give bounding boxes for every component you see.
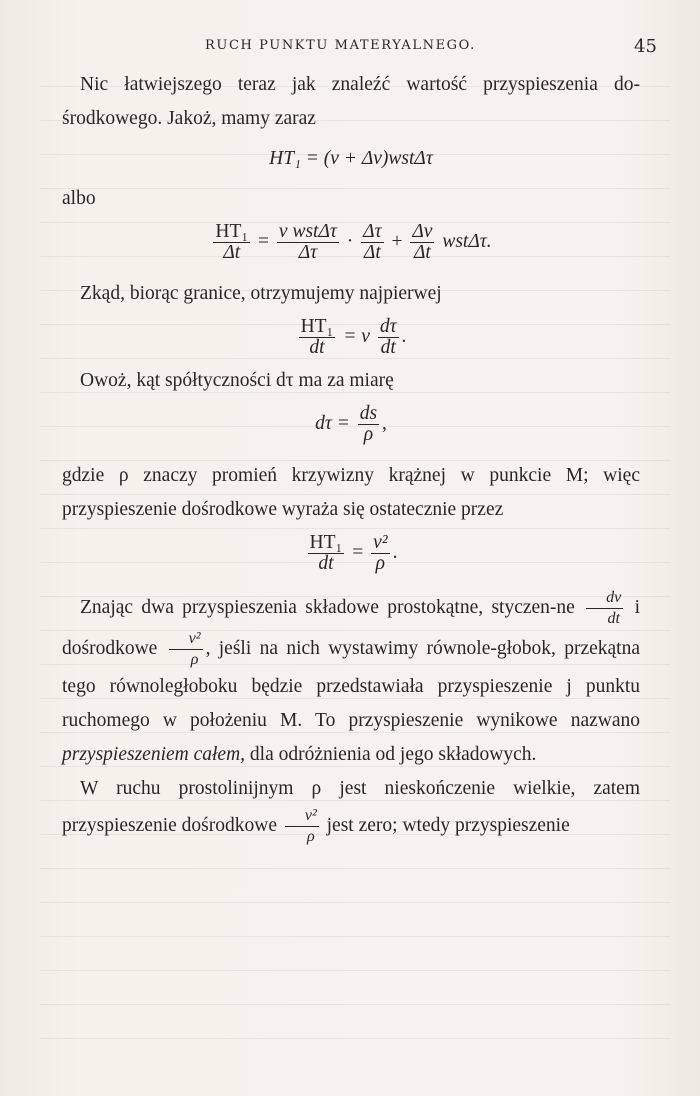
paragraph-1: Nic łatwiejszego teraz jak znaleźć wartość przyspieszenia do-środkowego. Jakoż, mamy zaraz — [62, 74, 640, 129]
equation-4 — [62, 404, 640, 445]
p6-f-num: v² — [285, 806, 319, 827]
eq5-lhs-den: dt — [318, 553, 334, 574]
eq2-f3-den: Δt — [413, 242, 431, 263]
p5-f2-num: v² — [169, 629, 203, 650]
equation-5 — [62, 533, 640, 574]
eq3-rhs-fraction — [378, 317, 399, 358]
paragraph-4: gdzie ρ znaczy promień krzywizny krążnej w punkcie M; więc przyspieszenie dośrodkowe wyraża się ostatecznie przez — [62, 465, 640, 520]
paragraph-5 — [62, 588, 640, 772]
eq5-lhs-fraction — [308, 533, 345, 574]
eq2-fraction-1 — [277, 222, 339, 263]
p6-part-a: W ruchu prostolinijnym ρ jest nieskończenie wielkie, zatem przyspieszenie dośrodkowe — [62, 778, 640, 836]
paragraph-2: Zkąd, biorąc granice, otrzymujemy najpierwej — [80, 283, 442, 304]
eq3-period: . — [401, 325, 407, 347]
eq5-period: . — [392, 541, 398, 563]
eq5-r-num: v² — [373, 532, 388, 553]
running-head: RUCH PUNKTU MATERYALNEGO. — [205, 38, 476, 53]
eq2-fraction-3 — [410, 222, 434, 263]
equation-3 — [62, 317, 640, 358]
eq2-f2-den: Δt — [363, 242, 381, 263]
eq2-dot: · — [346, 230, 354, 252]
paragraph-6 — [62, 772, 640, 847]
p5-part-a: Znając dwa przyspieszenia składowe prostokątne, styczen-ne — [80, 596, 575, 618]
eq3-lhs-fraction — [299, 317, 336, 358]
eq2-tail: wstΔτ. — [442, 230, 492, 252]
eq4-den: ρ — [363, 424, 374, 445]
eq3-lhs-num: HT₁ — [300, 316, 334, 337]
eq2-equals: = — [258, 230, 270, 252]
equation-1 — [62, 142, 640, 176]
eq2-f1-den: Δτ — [298, 242, 318, 263]
eq2-lhs-fraction — [213, 222, 250, 263]
eq2-lhs-num: HT₁ — [215, 221, 249, 242]
equation-2 — [62, 222, 640, 263]
eq5-rhs-fraction — [371, 533, 390, 574]
eq2-f2-num: Δτ — [363, 221, 382, 242]
equation-1-text: HT₁ = (v + Δv)wstΔτ — [269, 148, 433, 169]
p5-f2-den: ρ — [190, 651, 199, 668]
eq3-r-den: dt — [380, 337, 396, 358]
p5-f1-num: dv — [586, 588, 623, 609]
page-body — [62, 68, 640, 847]
page-number: 45 — [634, 36, 657, 57]
eq2-lhs-den: Δt — [223, 242, 241, 263]
eq4-num: ds — [359, 403, 378, 424]
p6-fraction-v2-rho — [285, 806, 319, 847]
eq2-plus: + — [391, 230, 403, 252]
eq5-equals: = — [352, 541, 364, 563]
eq4-comma: , — [382, 412, 387, 434]
eq3-r-num: dτ — [379, 316, 397, 337]
p5-part-d: dla odróżnienia od jego składowych. — [249, 744, 537, 765]
eq4-fraction — [358, 404, 379, 445]
eq5-lhs-num: HT₁ — [309, 532, 343, 553]
p6-f-den: ρ — [306, 828, 315, 845]
eq2-fraction-2 — [361, 222, 383, 263]
eq3-mid: = v — [343, 325, 370, 347]
p5-fraction-v2-rho — [169, 629, 203, 670]
eq2-f1-num: v wstΔτ — [278, 221, 337, 242]
eq3-lhs-den: dt — [309, 337, 325, 358]
page-header — [0, 36, 700, 58]
eq2-f3-num: Δv — [412, 221, 433, 242]
eq5-r-den: ρ — [375, 553, 386, 574]
paragraph-3: Owoż, kąt spółtyczności dτ ma za miarę — [80, 370, 394, 391]
p6-part-b: jest zero; wtedy przyspieszenie — [326, 814, 570, 836]
p5-italic-term: przyspieszeniem całem, — [62, 744, 246, 765]
p5-part-b: i dośrodkowe — [62, 596, 641, 659]
p5-fraction-dv-dt — [586, 588, 623, 629]
p5-f1-den: dt — [607, 610, 620, 627]
p5-part-c: , jeśli na nich wystawimy równole-głobok, przekątna tego równoległoboku będzie przedstawiała przyspieszenie j punktu ruchomego w położeniu M. To przyspieszenie wynikowe nazwano — [62, 637, 640, 731]
albo-label: albo — [62, 188, 96, 209]
eq4-lhs: dτ = — [315, 412, 350, 434]
